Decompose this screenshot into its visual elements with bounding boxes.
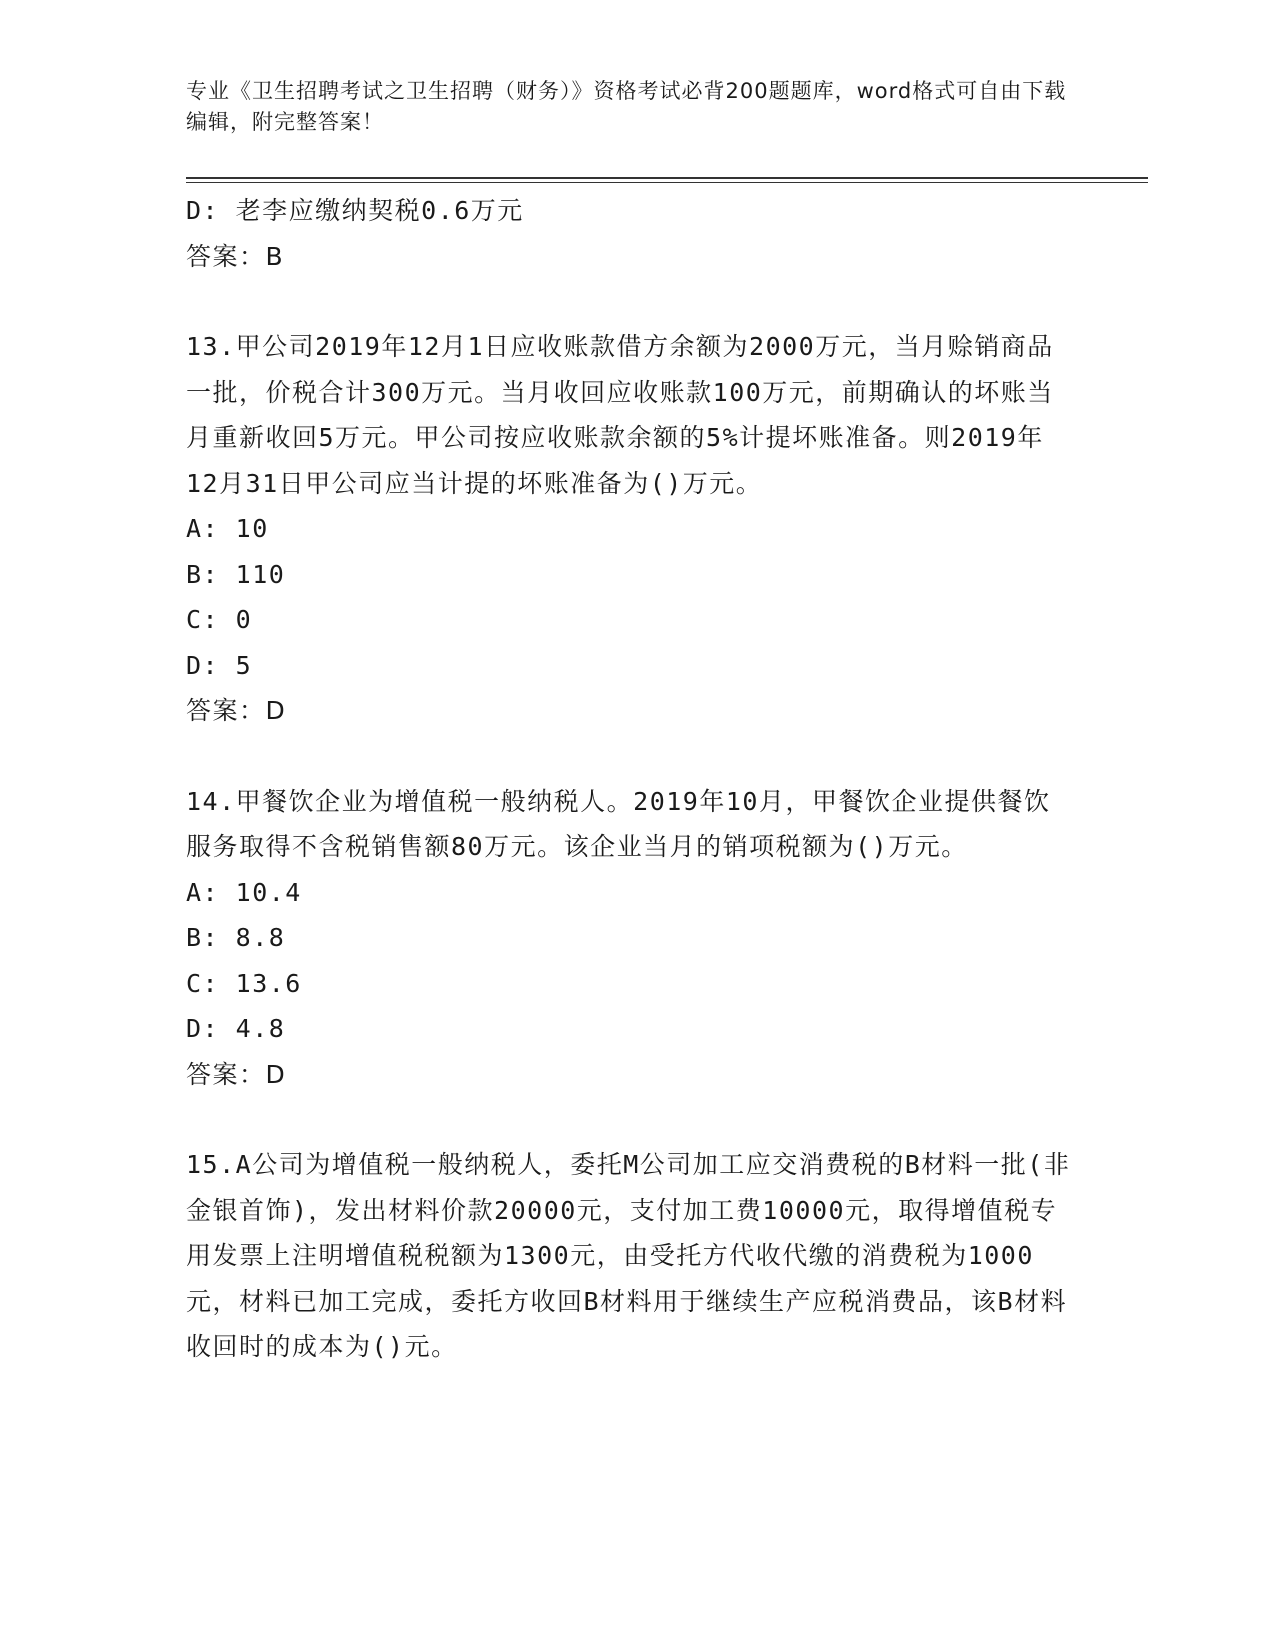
question-13 — [186, 324, 1076, 734]
question-15 — [186, 1142, 1076, 1370]
question-stem: 15.A公司为增值税一般纳税人，委托M公司加工应交消费税的B材料一批(非金银首饰)，发出材料价款20000元，支付加工费10000元，取得增值税专用发票上注明增值税税额为1300元，由受托方代收代缴的消费税为1000元，材料已加工完成，委托方收回B材料用于继续生产应税消费品，该B材料收回时的成本为()元。 — [186, 1150, 1071, 1361]
answer-line: 答案：D — [186, 696, 287, 725]
option-d: D: 老李应缴纳契税0.6万元 — [186, 196, 524, 225]
option-c: C: 13.6 — [186, 968, 302, 998]
page-header — [186, 76, 1086, 138]
option-c: C: 0 — [186, 605, 253, 634]
answer-line: 答案：D — [186, 1059, 287, 1089]
header-divider — [186, 177, 1148, 183]
document-body — [186, 188, 1076, 1370]
option-a: A: 10.4 — [186, 877, 302, 907]
carryover-block — [186, 188, 1076, 279]
document-title: 专业《卫生招聘考试之卫生招聘（财务）》资格考试必背200题题库，word格式可自由下载编辑，附完整答案！ — [186, 79, 1067, 134]
answer-line: 答案：B — [186, 241, 285, 271]
option-d: D: 4.8 — [186, 1014, 286, 1043]
question-14 — [186, 779, 1076, 1098]
option-b: B: 8.8 — [186, 923, 286, 952]
question-stem: 14.甲餐饮企业为增值税一般纳税人。2019年10月，甲餐饮企业提供餐饮服务取得不含税销售额80万元。该企业当月的销项税额为()万元。 — [186, 786, 1051, 861]
option-d: D: 5 — [186, 650, 253, 680]
option-b: B: 110 — [186, 559, 286, 589]
option-a: A: 10 — [186, 514, 269, 543]
question-stem: 13.甲公司2019年12月1日应收账款借方余额为2000万元，当月赊销商品一批，价税合计300万元。当月收回应收账款100万元，前期确认的坏账当月重新收回5万元。甲公司按应收账款余额的5%计提坏账准备。则2019年12月31日甲公司应当计提的坏账准备为()万元。 — [186, 332, 1054, 498]
